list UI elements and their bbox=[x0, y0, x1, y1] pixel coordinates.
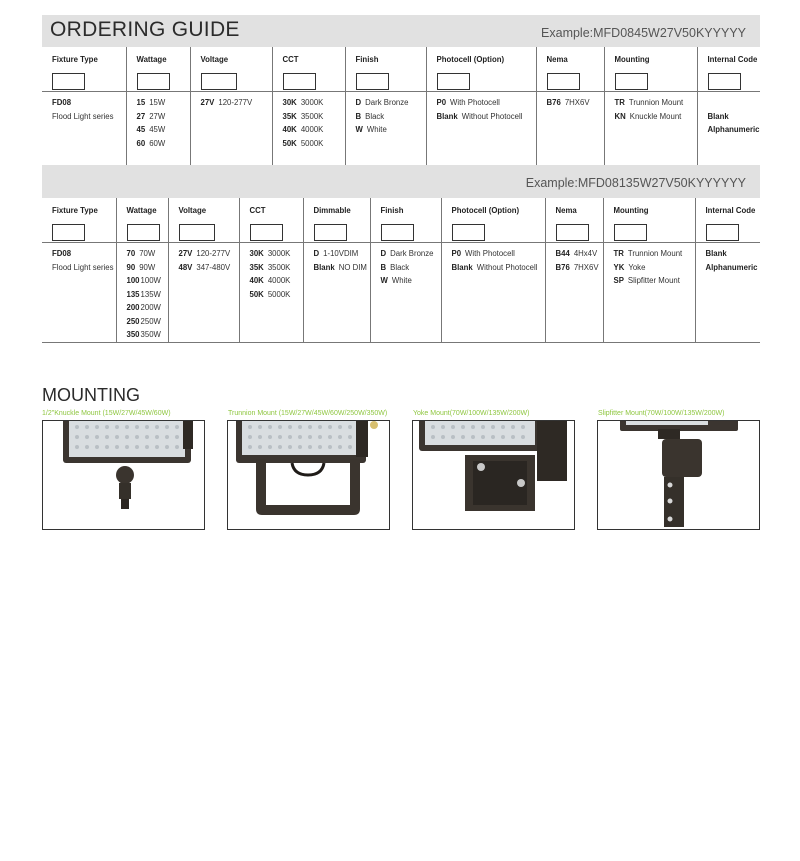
code-input-box bbox=[615, 73, 648, 90]
code-input-box bbox=[52, 73, 85, 90]
option-line: 15 15W bbox=[136, 98, 166, 107]
option-line: W White bbox=[380, 276, 412, 285]
cct-cell bbox=[272, 92, 345, 169]
mounting-title: MOUNTING bbox=[42, 385, 140, 405]
knuckle-mount-image bbox=[42, 420, 205, 530]
option-line: 27V 120-277V bbox=[178, 249, 231, 258]
col-cct: CCT bbox=[272, 47, 345, 92]
col-cct: CCT bbox=[239, 198, 303, 243]
cct-cell bbox=[239, 243, 303, 343]
option-line: D 1-10VDIM bbox=[313, 249, 359, 258]
finish-cell bbox=[345, 92, 426, 169]
table-body-row bbox=[42, 92, 760, 169]
ordering-table-1 bbox=[42, 47, 760, 169]
example-code-1: Example:MFD0845W27V50KYYYYY bbox=[541, 26, 746, 40]
col-wattage: Wattage bbox=[116, 198, 168, 243]
code-input-box bbox=[708, 73, 741, 90]
caption-yoke-mount: Yoke Mount(70W/100W/135W/200W) bbox=[413, 410, 530, 417]
option-line: SP Slipfitter Mount bbox=[613, 276, 680, 285]
option-line: YK Yoke bbox=[613, 262, 646, 272]
col-photocell: Photocell (Option) bbox=[441, 198, 545, 243]
col-nema: Nema bbox=[545, 198, 603, 243]
option-line: KN Knuckle Mount bbox=[614, 111, 682, 121]
option-line: 40K 4000K bbox=[249, 276, 291, 285]
option-line: P0 With Photocell bbox=[436, 98, 500, 107]
code-input-box bbox=[614, 224, 647, 241]
option-line: B76 7HX6V bbox=[546, 98, 590, 107]
option-line: 40K 4000K bbox=[282, 125, 324, 134]
option-line: 48V 347-480V bbox=[178, 262, 231, 272]
code-input-box bbox=[706, 224, 739, 241]
col-mounting: Mounting bbox=[604, 47, 697, 92]
option-line: B Black bbox=[355, 111, 385, 121]
col-mounting: Mounting bbox=[603, 198, 695, 243]
option-line: 200200W bbox=[126, 303, 161, 312]
option-line: D Dark Bronze bbox=[355, 98, 409, 107]
code-input-box bbox=[201, 73, 237, 90]
col-voltage: Voltage bbox=[168, 198, 239, 243]
option-line: TR Trunnion Mount bbox=[613, 249, 683, 258]
trunnion-mount-image bbox=[227, 420, 390, 530]
internal-code-cell bbox=[695, 243, 760, 343]
example-code-2: Example:MFD08135W27V50KYYYYYY bbox=[525, 176, 746, 190]
col-finish: Finish bbox=[370, 198, 441, 243]
caption-slipfitter-mount: Slipfitter Mount(70W/100W/135W/200W) bbox=[598, 410, 725, 417]
col-nema: Nema bbox=[536, 47, 604, 92]
dimmable-cell bbox=[303, 243, 370, 343]
code-input-box bbox=[547, 73, 580, 90]
code-input-box bbox=[452, 224, 485, 241]
table-header-row bbox=[42, 198, 760, 243]
ordering-table-2 bbox=[42, 198, 760, 343]
option-line: 35K 3500K bbox=[249, 262, 291, 272]
option-line: B44 4Hx4V bbox=[555, 249, 598, 258]
page-title: ORDERING GUIDE bbox=[50, 18, 240, 41]
mounting-cell bbox=[603, 243, 695, 343]
option-line: Alphanumeric bbox=[707, 125, 760, 134]
col-voltage: Voltage bbox=[190, 47, 272, 92]
code-input-box bbox=[556, 224, 589, 241]
table-body-row bbox=[42, 243, 760, 343]
option-line: D Dark Bronze bbox=[380, 249, 434, 258]
option-line: 50K 5000K bbox=[249, 289, 291, 299]
option-line: Blank NO DIM bbox=[313, 262, 367, 272]
wattage-cell bbox=[116, 243, 168, 343]
code-input-box bbox=[283, 73, 316, 90]
option-line: Blank bbox=[707, 111, 729, 121]
option-line: 100100W bbox=[126, 276, 161, 285]
table-header-row bbox=[42, 47, 760, 92]
caption-knuckle-mount: 1/2"Knuckle Mount (15W/27W/45W/60W) bbox=[42, 410, 171, 417]
option-line: Blank Without Photocell bbox=[451, 262, 538, 272]
col-fixture-type: Fixture Type bbox=[42, 198, 116, 243]
ordering-guide-header-2 bbox=[42, 165, 760, 198]
finish-cell bbox=[370, 243, 441, 343]
code-input-box bbox=[314, 224, 347, 241]
option-line: 27V 120-277V bbox=[200, 98, 253, 107]
option-line: TR Trunnion Mount bbox=[614, 98, 684, 107]
option-line: 30K 3000K bbox=[249, 249, 291, 258]
col-finish: Finish bbox=[345, 47, 426, 92]
caption-trunnion-mount: Trunnion Mount (15W/27W/45W/60W/250W/350W) bbox=[228, 410, 388, 417]
option-line: 27 27W bbox=[136, 111, 166, 121]
col-fixture-type: Fixture Type bbox=[42, 47, 126, 92]
photocell-cell bbox=[441, 243, 545, 343]
photocell-cell bbox=[426, 92, 536, 169]
col-dimmable: Dimmable bbox=[303, 198, 370, 243]
option-line: 60 60W bbox=[136, 138, 166, 148]
code-input-box bbox=[250, 224, 283, 241]
wattage-cell bbox=[126, 92, 190, 169]
col-internal-code: Internal Code bbox=[697, 47, 760, 92]
mounting-cell bbox=[604, 92, 697, 169]
option-line: 50K 5000K bbox=[282, 138, 324, 148]
code-input-box bbox=[437, 73, 470, 90]
option-line: B76 7HX6V bbox=[555, 262, 599, 272]
yoke-mount-image bbox=[412, 420, 575, 530]
fixture-cell: FD08 Flood Light series bbox=[42, 92, 126, 169]
col-internal-code: Internal Code bbox=[695, 198, 760, 243]
code-input-box bbox=[127, 224, 160, 241]
option-line: 250250W bbox=[126, 316, 161, 326]
voltage-cell bbox=[190, 92, 272, 169]
slipfitter-mount-image bbox=[597, 420, 760, 530]
option-line: P0 With Photocell bbox=[451, 249, 515, 258]
col-photocell: Photocell (Option) bbox=[426, 47, 536, 92]
option-line: Blank bbox=[705, 249, 727, 258]
nema-cell bbox=[545, 243, 603, 343]
option-line: 350350W bbox=[126, 330, 161, 339]
code-input-box bbox=[356, 73, 389, 90]
option-line: 30K 3000K bbox=[282, 98, 324, 107]
option-line: 90 90W bbox=[126, 262, 156, 272]
code-input-box bbox=[52, 224, 85, 241]
nema-cell bbox=[536, 92, 604, 169]
code-input-box bbox=[381, 224, 414, 241]
col-wattage: Wattage bbox=[126, 47, 190, 92]
option-line: 135135W bbox=[126, 289, 161, 299]
internal-code-cell bbox=[697, 92, 760, 169]
ordering-guide-header bbox=[42, 15, 760, 47]
option-line: W White bbox=[355, 125, 387, 134]
option-line: 70 70W bbox=[126, 249, 156, 258]
fixture-cell: FD08 Flood Light series bbox=[42, 243, 116, 343]
option-line: Blank Without Photocell bbox=[436, 111, 523, 121]
code-input-box bbox=[137, 73, 170, 90]
option-line: 45 45W bbox=[136, 125, 166, 134]
code-input-box bbox=[179, 224, 215, 241]
option-line: B Black bbox=[380, 262, 410, 272]
option-line: 35K 3500K bbox=[282, 111, 324, 121]
option-line: Alphanumeric bbox=[705, 262, 758, 272]
voltage-cell bbox=[168, 243, 239, 343]
